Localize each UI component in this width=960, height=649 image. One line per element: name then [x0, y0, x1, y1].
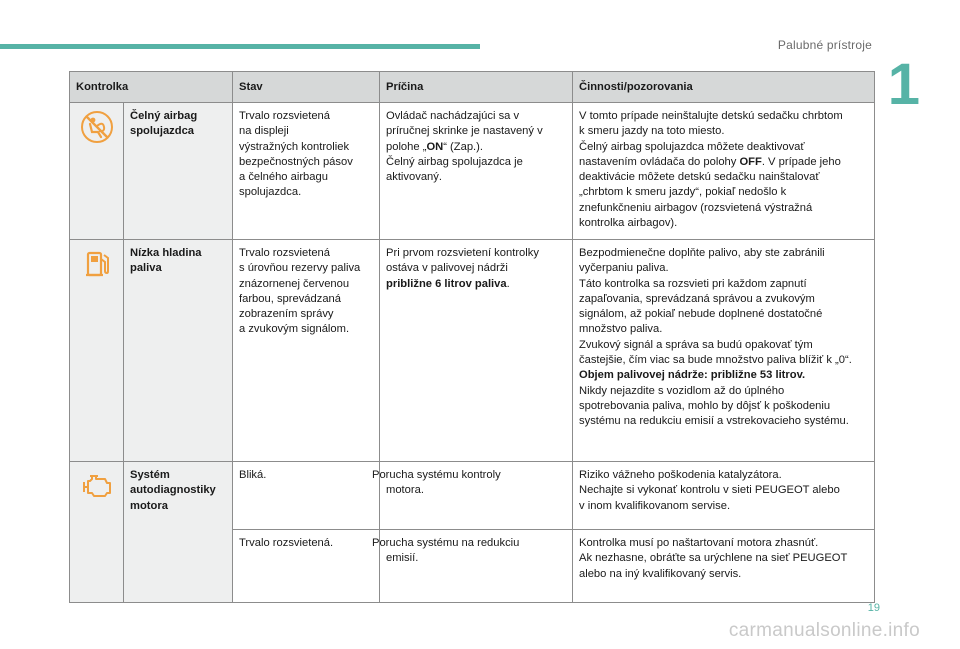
column-header-actions: Činnosti/pozorovania — [573, 72, 875, 103]
state-text: Bliká. — [233, 462, 380, 530]
table-row — [70, 103, 875, 240]
cause-text: Pri prvom rozsvietení kontrolky ostáva v palivovej nádrži približne 6 litrov paliva. — [380, 240, 573, 462]
indicator-icon-cell — [70, 240, 124, 462]
table-row — [70, 462, 875, 530]
action-text: Bezpodmienečne doplňte palivo, aby ste zabránili vyčerpaniu paliva. Táto kontrolka sa rozsvieti pri každom zapnutí zapaľovania, sprevádzaná správou a zvukovým signálom, až pokiaľ nebude doplnené dostatočné množstvo paliva. Zvukový signál a správa sa budú opakovať tým častejšie, čím viac sa bude množstvo paliva blížiť k „0“. Objem palivovej nádrže: približne 53 litrov. Nikdy nejazdite s vozidlom až do úplného spotrebovania paliva, mohlo by dôjsť k poškodeniu systému na redukciu emisií a vstrekovacieho systému. — [573, 240, 875, 462]
state-text: Trvalo rozsvietená. — [233, 530, 380, 603]
watermark: carmanualsonline.info — [728, 620, 920, 641]
indicator-name: Čelný airbag spolujazdca — [124, 103, 233, 240]
warning-lights-table — [69, 71, 875, 603]
section-title: Palubné prístroje — [777, 38, 872, 52]
fuel-pump-icon — [79, 246, 115, 282]
table-row — [70, 240, 875, 462]
indicator-name: Systém autodiagnostiky motora — [124, 462, 233, 603]
column-header-cause: Príčina — [380, 72, 573, 103]
indicator-icon-cell — [70, 462, 124, 603]
column-header-state: Stav — [233, 72, 380, 103]
indicator-name: Nízka hladina paliva — [124, 240, 233, 462]
airbag-off-icon — [79, 109, 115, 145]
cause-text: Ovládač nachádzajúci sa v príručnej skrinke je nastavený v polohe „ON“ (Zap.). Čelný airbag spolujazdca je aktivovaný. — [380, 103, 573, 240]
header-accent-bar — [0, 44, 480, 49]
action-text: Riziko vážneho poškodenia katalyzátora. Nechajte si vykonať kontrolu v sieti PEUGEOT alebo v inom kvalifikovanom servise. — [573, 462, 875, 530]
table-header-row — [70, 72, 875, 103]
page-number: 19 — [867, 602, 880, 614]
indicator-icon-cell — [70, 103, 124, 240]
chapter-number: 1 — [887, 52, 920, 117]
cause-text: Porucha systému na redukciu emisií. — [380, 530, 573, 603]
state-text: Trvalo rozsvietená s úrovňou rezervy paliva znázornenej červenou farbou, sprevádzaná zobrazením správy a zvukovým signálom. — [233, 240, 380, 462]
engine-icon — [79, 468, 115, 504]
action-text: Kontrolka musí po naštartovaní motora zhasnúť. Ak nezhasne, obráťte sa urýchlene na sieť PEUGEOT alebo na iný kvalifikovaný servis. — [573, 530, 875, 603]
action-text: V tomto prípade neinštalujte detskú sedačku chrbtom k smeru jazdy na toto miesto. Čelný airbag spolujazdca môžete deaktivovať nastavením ovládača do polohy OFF. V prípade jeho deaktivácie môžete detskú sedačku nainštalovať „chrbtom k smeru jazdy“, pokiaľ nedošlo k znefunkčneniu airbagov (rozsvietená výstražná kontrolka airbagov). — [573, 103, 875, 240]
cause-text: Porucha systému kontroly motora. — [380, 462, 573, 530]
column-header-indicator: Kontrolka — [70, 72, 233, 103]
state-text: Trvalo rozsvietená na displeji výstražných kontroliek bezpečnostných pásov a čelného airbagu spolujazdca. — [233, 103, 380, 240]
